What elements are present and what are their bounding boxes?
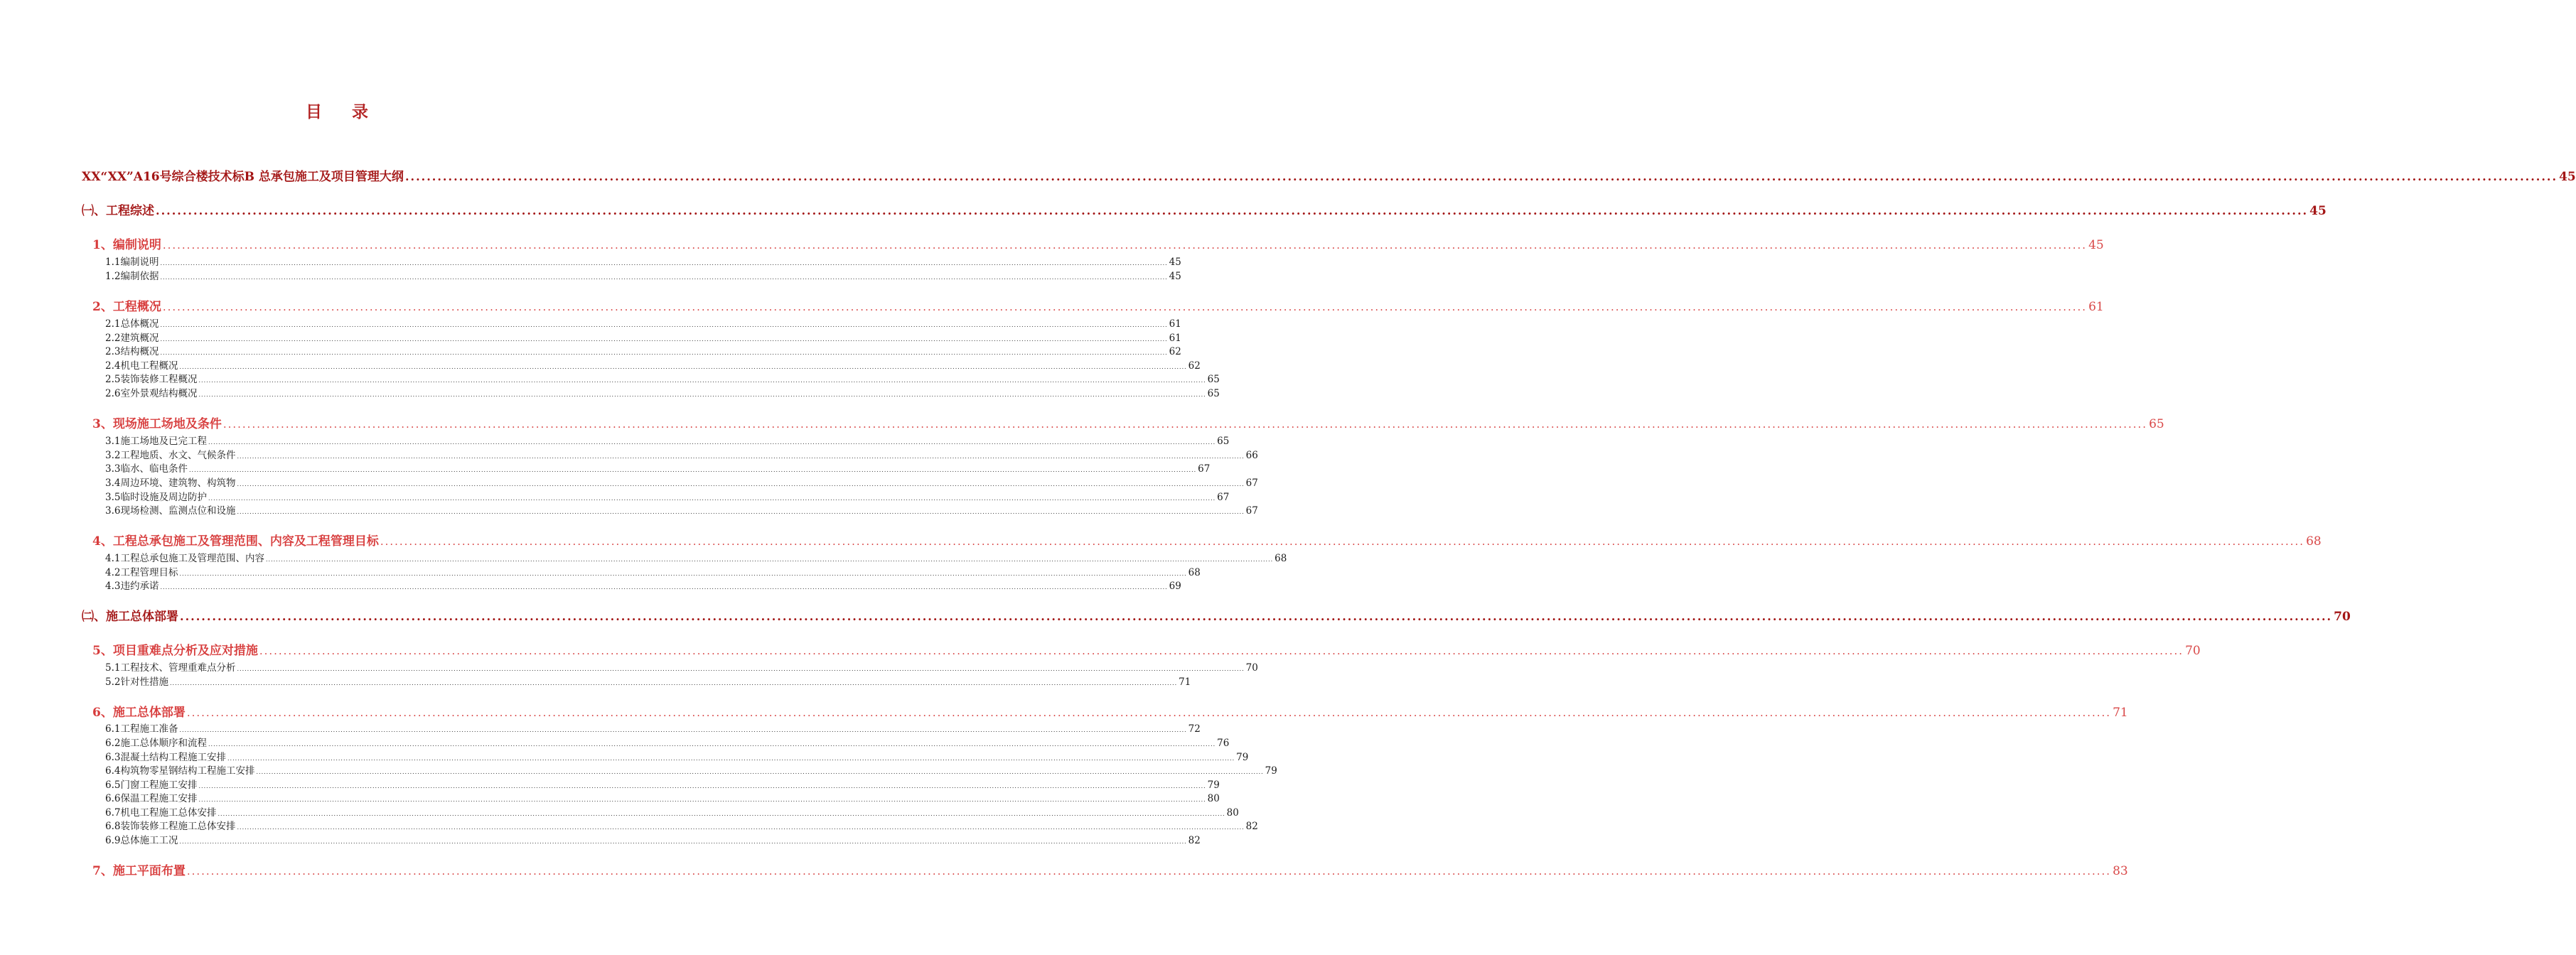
toc-entry-level-2[interactable] xyxy=(105,463,1211,477)
toc-entry-label: 6.2施工总体顺序和流程 xyxy=(105,738,207,749)
toc-leader-dots: ................................................................................................................................................................................................................................................................................................................................................................................................................ xyxy=(169,680,1178,686)
toc-entry-label: 4.3违约承诺 xyxy=(105,581,159,592)
toc-entry-page-number: 65 xyxy=(1207,374,1220,385)
toc-entry-page-number: 65 xyxy=(1217,436,1230,447)
toc-entry-page-number: 80 xyxy=(1226,807,1239,819)
toc-leader-dots: ................................................................................................................................................................................................................................................................................................................................................................................................................ xyxy=(179,727,1187,733)
toc-entry-page-number: 45 xyxy=(2559,170,2576,184)
toc-entry-page-number: 68 xyxy=(1274,553,1287,564)
toc-entry-label: 6.4构筑物零星钢结构工程施工安排 xyxy=(105,765,255,777)
toc-leader-dots: ................................................................................................................................................................................................................................................................................................................................................................................................................ xyxy=(188,467,1197,473)
toc-leader-dots: ................................................................................................................................................................................................................................................................................................................................................................................................................ xyxy=(160,274,1168,281)
toc-entry-level-2[interactable] xyxy=(105,332,1181,346)
toc-entry-label: XX“XX”A16号综合楼技术标B 总承包施工及项目管理大纲 xyxy=(82,170,404,184)
toc-entry-label: 6.3混凝土结构工程施工安排 xyxy=(105,752,226,763)
toc-entry-page-number: 70 xyxy=(1245,662,1258,674)
toc-entry-label: 2、工程概况 xyxy=(92,300,161,314)
toc-entry-page-number: 65 xyxy=(2149,417,2164,431)
toc-entry-level-1[interactable] xyxy=(92,533,2322,550)
toc-entry-page-number: 62 xyxy=(1169,346,1181,357)
toc-entry-page-number: 61 xyxy=(2088,300,2104,314)
toc-leader-dots: ................................................................................................................................................................................................................................................................................................................................................................................................................ xyxy=(237,509,1245,515)
toc-entry-level-2[interactable] xyxy=(105,387,1220,401)
toc-entry-level-2[interactable] xyxy=(105,270,1181,284)
toc-leader-dots: ................................................................................................................................................................................................................................................................................................................................................................................................................ xyxy=(237,453,1245,460)
toc-entry-label: 2.4机电工程概况 xyxy=(105,360,178,372)
toc-entry-level-2[interactable] xyxy=(105,662,1258,676)
toc-entry-level-2[interactable] xyxy=(105,435,1230,449)
toc-entry-page-number: 79 xyxy=(1207,779,1220,791)
toc-entry-label: 6.5门窗工程施工安排 xyxy=(105,779,198,791)
toc-entry-page-number: 71 xyxy=(2113,706,2128,720)
toc-entry-level-2[interactable] xyxy=(105,491,1230,505)
toc-entry-page-number: 67 xyxy=(1217,492,1230,503)
toc-entry-page-number: 79 xyxy=(1236,752,1249,763)
toc-leader-dots: ................................................................................................................................................................................................................................................................................................................................................................................................................ xyxy=(160,350,1168,356)
toc-entry-page-number: 80 xyxy=(1207,793,1220,804)
toc-entry-label: 3.4周边环境、建筑物、构筑物 xyxy=(105,478,236,489)
toc-leader-dots: ................................................................................................................................................................................................................................................................................................................................................................................................................ xyxy=(237,824,1245,831)
toc-leader-dots: ................................................................................................................................................................................................................................................................................................................................................................................................................ xyxy=(156,204,2309,217)
toc-entry-page-number: 69 xyxy=(1169,581,1181,592)
toc-entry-page-number: 79 xyxy=(1265,765,1277,777)
toc-entry-page-number: 67 xyxy=(1198,463,1211,475)
toc-leader-dots: ................................................................................................................................................................................................................................................................................................................................................................................................................ xyxy=(380,535,2305,548)
toc-leader-dots: ................................................................................................................................................................................................................................................................................................................................................................................................................ xyxy=(162,239,2088,252)
toc-entry-label: 4.2工程管理目标 xyxy=(105,567,178,578)
toc-leader-dots: ................................................................................................................................................................................................................................................................................................................................................................................................................ xyxy=(198,392,1206,398)
toc-entry-label: 3.2工程地质、水文、气候条件 xyxy=(105,450,236,461)
toc-leader-dots: ................................................................................................................................................................................................................................................................................................................................................................................................................ xyxy=(198,783,1206,789)
toc-leader-dots: ................................................................................................................................................................................................................................................................................................................................................................................................................ xyxy=(160,260,1168,266)
toc-entry-page-number: 70 xyxy=(2185,644,2201,658)
toc-entry-label: ㈠、工程综述 xyxy=(82,204,154,218)
toc-entry-level-0[interactable] xyxy=(82,168,2576,185)
toc-entry-page-number: 83 xyxy=(2113,864,2128,878)
toc-leader-dots: ................................................................................................................................................................................................................................................................................................................................................................................................................ xyxy=(208,495,1216,502)
toc-entry-label: 7、施工平面布置 xyxy=(92,864,186,878)
toc-entry-level-1[interactable] xyxy=(92,237,2104,254)
toc-entry-label: 6.1工程施工准备 xyxy=(105,723,178,735)
toc-entry-level-2[interactable] xyxy=(105,477,1258,491)
toc-entry-level-2[interactable] xyxy=(105,676,1191,690)
toc-entry-level-2[interactable] xyxy=(105,256,1181,270)
toc-leader-dots: ................................................................................................................................................................................................................................................................................................................................................................................................................ xyxy=(404,170,2558,183)
toc-entry-level-2[interactable] xyxy=(105,723,1201,737)
toc-entry-label: 2.6室外景观结构概况 xyxy=(105,388,198,399)
toc-entry-label: 3.5临时设施及周边防护 xyxy=(105,492,207,503)
toc-entry-level-2[interactable] xyxy=(105,820,1258,834)
toc-entry-level-2[interactable] xyxy=(105,834,1201,848)
toc-leader-dots: ................................................................................................................................................................................................................................................................................................................................................................................................................ xyxy=(237,481,1245,487)
toc-entry-level-2[interactable] xyxy=(105,765,1277,779)
toc-entry-level-0[interactable] xyxy=(82,608,2351,625)
toc-leader-dots: ................................................................................................................................................................................................................................................................................................................................................................................................................ xyxy=(180,610,2333,623)
toc-entry-label: 6.6保温工程施工安排 xyxy=(105,793,198,804)
toc-entry-level-2[interactable] xyxy=(105,751,1249,765)
toc-entry-label: 4、工程总承包施工及管理范围、内容及工程管理目标 xyxy=(92,534,379,549)
toc-entry-page-number: 71 xyxy=(1179,676,1191,688)
toc-entry-level-0[interactable] xyxy=(82,203,2327,220)
toc-entry-level-2[interactable] xyxy=(105,360,1201,374)
toc-entry-label: 6.8装饰装修工程施工总体安排 xyxy=(105,821,236,832)
toc-title: 目 录 xyxy=(305,102,370,122)
toc-entry-page-number: 62 xyxy=(1188,360,1201,372)
toc-entry-page-number: 70 xyxy=(2334,610,2351,624)
toc-entry-label: 2.1总体概况 xyxy=(105,318,159,330)
toc-leader-dots: ................................................................................................................................................................................................................................................................................................................................................................................................................ xyxy=(265,556,1274,563)
toc-entry-label: 3.3临水、临电条件 xyxy=(105,463,188,475)
toc-entry-level-2[interactable] xyxy=(105,792,1220,806)
toc-entry-page-number: 61 xyxy=(1169,318,1181,330)
toc-leader-dots: ................................................................................................................................................................................................................................................................................................................................................................................................................ xyxy=(186,706,2112,719)
toc-entry-level-2[interactable] xyxy=(105,318,1181,332)
toc-leader-dots: ................................................................................................................................................................................................................................................................................................................................................................................................................ xyxy=(208,741,1216,748)
toc-entry-page-number: 61 xyxy=(1169,333,1181,344)
toc-entry-label: 6.9总体施工工况 xyxy=(105,835,178,846)
toc-entry-label: 3、现场施工场地及条件 xyxy=(92,417,222,431)
toc-entry-page-number: 45 xyxy=(1169,271,1181,282)
toc-leader-dots: ................................................................................................................................................................................................................................................................................................................................................................................................................ xyxy=(259,644,2184,657)
toc-entry-level-2[interactable] xyxy=(105,345,1181,360)
toc-leader-dots: ................................................................................................................................................................................................................................................................................................................................................................................................................ xyxy=(198,797,1206,803)
toc-entry-label: 5.2针对性措施 xyxy=(105,676,168,688)
toc-entry-page-number: 66 xyxy=(1245,450,1258,461)
toc-entry-level-2[interactable] xyxy=(105,779,1220,793)
toc-entry-page-number: 45 xyxy=(2309,204,2327,218)
toc-leader-dots: ................................................................................................................................................................................................................................................................................................................................................................................................................ xyxy=(198,377,1206,384)
toc-entry-level-1[interactable] xyxy=(92,298,2104,315)
toc-entry-level-2[interactable] xyxy=(105,580,1181,594)
toc-leader-dots: ................................................................................................................................................................................................................................................................................................................................................................................................................ xyxy=(160,584,1168,590)
toc-leader-dots: ................................................................................................................................................................................................................................................................................................................................................................................................................ xyxy=(160,336,1168,342)
toc-entry-level-2[interactable] xyxy=(105,737,1230,751)
toc-entry-label: 2.3结构概况 xyxy=(105,346,159,357)
toc-entry-level-1[interactable] xyxy=(92,704,2128,721)
toc-entry-page-number: 82 xyxy=(1188,835,1201,846)
toc-leader-dots: ................................................................................................................................................................................................................................................................................................................................................................................................................ xyxy=(237,666,1245,672)
toc-entry-label: 1.1编制说明 xyxy=(105,257,159,268)
toc-entry-level-1[interactable] xyxy=(92,642,2201,659)
toc-entry-page-number: 68 xyxy=(2306,534,2322,549)
toc-leader-dots: ................................................................................................................................................................................................................................................................................................................................................................................................................ xyxy=(222,418,2148,431)
toc-entry-page-number: 72 xyxy=(1188,723,1201,735)
toc-entry-level-2[interactable] xyxy=(105,449,1258,463)
toc-leader-dots: ................................................................................................................................................................................................................................................................................................................................................................................................................ xyxy=(218,811,1225,817)
toc-entry-page-number: 45 xyxy=(2088,238,2104,252)
toc-entry-label: ㈡、施工总体部署 xyxy=(82,610,178,624)
toc-entry-level-2[interactable] xyxy=(105,505,1258,519)
toc-entry-page-number: 67 xyxy=(1245,505,1258,517)
toc-entry-level-2[interactable] xyxy=(105,806,1239,821)
toc-leader-dots: ................................................................................................................................................................................................................................................................................................................................................................................................................ xyxy=(179,838,1187,845)
toc-leader-dots: ................................................................................................................................................................................................................................................................................................................................................................................................................ xyxy=(160,322,1168,328)
toc-entry-level-2[interactable] xyxy=(105,566,1201,581)
toc-entry-page-number: 45 xyxy=(1169,257,1181,268)
toc-entry-page-number: 76 xyxy=(1217,738,1230,749)
toc-entry-label: 1、编制说明 xyxy=(92,238,161,252)
toc-entry-page-number: 65 xyxy=(1207,388,1220,399)
toc-entry-level-2[interactable] xyxy=(105,552,1287,566)
toc-leader-dots: ................................................................................................................................................................................................................................................................................................................................................................................................................ xyxy=(162,301,2088,313)
toc-leader-dots: ................................................................................................................................................................................................................................................................................................................................................................................................................ xyxy=(256,769,1264,775)
toc-entry-label: 4.1工程总承包施工及管理范围、内容 xyxy=(105,553,264,564)
toc-leader-dots: ................................................................................................................................................................................................................................................................................................................................................................................................................ xyxy=(227,755,1235,762)
toc-leader-dots: ................................................................................................................................................................................................................................................................................................................................................................................................................ xyxy=(179,364,1187,370)
toc-entry-level-1[interactable] xyxy=(92,416,2164,433)
toc-entry-label: 6、施工总体部署 xyxy=(92,706,186,720)
toc-entry-label: 2.5装饰装修工程概况 xyxy=(105,374,198,385)
toc-entry-page-number: 82 xyxy=(1245,821,1258,832)
toc-entry-level-2[interactable] xyxy=(105,373,1220,387)
toc-entry-label: 1.2编制依据 xyxy=(105,271,159,282)
toc-entry-level-1[interactable] xyxy=(92,863,2128,880)
toc-leader-dots: ................................................................................................................................................................................................................................................................................................................................................................................................................ xyxy=(186,865,2112,878)
toc-leader-dots: ................................................................................................................................................................................................................................................................................................................................................................................................................ xyxy=(208,439,1216,446)
toc-entry-label: 3.1施工场地及已完工程 xyxy=(105,436,207,447)
toc-entry-label: 3.6现场检测、监测点位和设施 xyxy=(105,505,236,517)
toc-entry-page-number: 67 xyxy=(1245,478,1258,489)
toc-entry-label: 6.7机电工程施工总体安排 xyxy=(105,807,217,819)
toc-leader-dots: ................................................................................................................................................................................................................................................................................................................................................................................................................ xyxy=(179,571,1187,577)
toc-entry-label: 5、项目重难点分析及应对措施 xyxy=(92,644,258,658)
toc-entry-label: 2.2建筑概况 xyxy=(105,333,159,344)
toc-entry-page-number: 68 xyxy=(1188,567,1201,578)
toc-entry-label: 5.1工程技术、管理重难点分析 xyxy=(105,662,236,674)
